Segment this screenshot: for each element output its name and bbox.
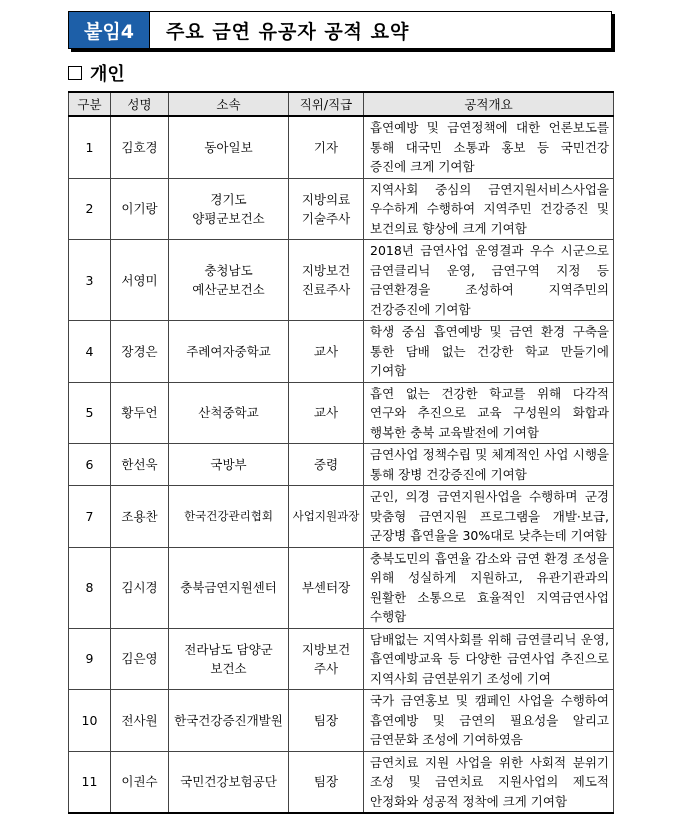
cell-affiliation: 충청남도 예산군보건소 bbox=[169, 240, 289, 321]
cell-achievement: 흡연 없는 건강한 학교를 위해 다각적 연구와 추진으로 교육 구성원의 화합과 행복한 충북 교육발전에 기여함 bbox=[364, 382, 614, 444]
cell-no: 3 bbox=[69, 240, 111, 321]
table-row bbox=[69, 690, 614, 752]
cell-name: 김은영 bbox=[111, 628, 169, 690]
cell-position: 팀장 bbox=[289, 690, 364, 752]
cell-name: 김시경 bbox=[111, 547, 169, 628]
cell-achievement: 군인, 의경 금연지원사업을 수행하며 군경 맞춤형 금연지원 프로그램을 개발·보급, 군장병 흡연율을 30%대로 낮추는데 기여함 bbox=[364, 486, 614, 548]
cell-affiliation: 주례여자중학교 bbox=[169, 321, 289, 383]
table-header-row bbox=[69, 92, 614, 116]
table-row bbox=[69, 486, 614, 548]
column-header-name: 성명 bbox=[111, 92, 169, 116]
table-row bbox=[69, 240, 614, 321]
cell-position: 사업지원과장 bbox=[289, 486, 364, 548]
table-row bbox=[69, 116, 614, 178]
cell-no: 8 bbox=[69, 547, 111, 628]
cell-achievement: 금연치료 지원 사업을 위한 사회적 분위기 조성 및 금연치료 지원사업의 제도적 안정화와 성공적 정착에 크게 기여함 bbox=[364, 751, 614, 813]
table-row bbox=[69, 444, 614, 486]
cell-position: 부센터장 bbox=[289, 547, 364, 628]
cell-affiliation: 국민건강보험공단 bbox=[169, 751, 289, 813]
cell-position: 지방보건 주사 bbox=[289, 628, 364, 690]
cell-affiliation: 한국건강관리협회 bbox=[169, 486, 289, 548]
cell-achievement: 흡연예방 및 금연정책에 대한 언론보도를 통해 대국민 소통과 홍보 등 국민건강 증진에 크게 기여함 bbox=[364, 116, 614, 178]
cell-name: 한선욱 bbox=[111, 444, 169, 486]
cell-affiliation: 경기도 양평군보건소 bbox=[169, 178, 289, 240]
cell-affiliation: 한국건강증진개발원 bbox=[169, 690, 289, 752]
cell-achievement: 2018년 금연사업 운영결과 우수 시군으로 금연클리닉 운영, 금연구역 지정 등 금연환경을 조성하여 지역주민의 건강증진에 기여함 bbox=[364, 240, 614, 321]
section-heading bbox=[68, 60, 125, 86]
cell-achievement: 국가 금연홍보 및 캠페인 사업을 수행하여 흡연예방 및 금연의 필요성을 알리고 금연문화 조성에 기여하였음 bbox=[364, 690, 614, 752]
cell-achievement: 담배없는 지역사회를 위해 금연클리닉 운영, 흡연예방교육 등 다양한 금연사업 추진으로 지역사회 금연분위기 조성에 기여 bbox=[364, 628, 614, 690]
cell-no: 4 bbox=[69, 321, 111, 383]
cell-position: 지방의료 기술주사 bbox=[289, 178, 364, 240]
table-row bbox=[69, 547, 614, 628]
table-row bbox=[69, 628, 614, 690]
section-title: 개인 bbox=[90, 64, 125, 85]
column-header-position: 직위/직급 bbox=[289, 92, 364, 116]
table-row bbox=[69, 382, 614, 444]
cell-name: 황두언 bbox=[111, 382, 169, 444]
cell-affiliation: 전라남도 담양군 보건소 bbox=[169, 628, 289, 690]
awardee-table bbox=[68, 91, 614, 814]
column-header-affiliation: 소속 bbox=[169, 92, 289, 116]
square-bullet-icon bbox=[68, 66, 82, 80]
cell-affiliation: 국방부 bbox=[169, 444, 289, 486]
cell-no: 2 bbox=[69, 178, 111, 240]
cell-achievement: 충북도민의 흡연율 감소와 금연 환경 조성을 위해 성실하게 지원하고, 유관기관과의 원활한 소통으로 효율적인 지역금연사업 수행함 bbox=[364, 547, 614, 628]
cell-no: 11 bbox=[69, 751, 111, 813]
cell-name: 김호경 bbox=[111, 116, 169, 178]
cell-no: 7 bbox=[69, 486, 111, 548]
cell-achievement: 학생 중심 흡연예방 및 금연 환경 구축을 통한 담배 없는 건강한 학교 만들기에 기여함 bbox=[364, 321, 614, 383]
cell-position: 기자 bbox=[289, 116, 364, 178]
column-header-achievement: 공적개요 bbox=[364, 92, 614, 116]
cell-name: 조용찬 bbox=[111, 486, 169, 548]
page-title: 주요 금연 유공자 공적 요약 bbox=[166, 20, 410, 43]
cell-no: 1 bbox=[69, 116, 111, 178]
appendix-badge: 붙임4 bbox=[68, 11, 150, 49]
column-header-no: 구분 bbox=[69, 92, 111, 116]
cell-no: 9 bbox=[69, 628, 111, 690]
table-row bbox=[69, 751, 614, 813]
cell-position: 중령 bbox=[289, 444, 364, 486]
cell-position: 교사 bbox=[289, 382, 364, 444]
cell-no: 6 bbox=[69, 444, 111, 486]
cell-position: 팀장 bbox=[289, 751, 364, 813]
cell-affiliation: 산척중학교 bbox=[169, 382, 289, 444]
cell-no: 5 bbox=[69, 382, 111, 444]
cell-affiliation: 충북금연지원센터 bbox=[169, 547, 289, 628]
cell-no: 10 bbox=[69, 690, 111, 752]
cell-affiliation: 동아일보 bbox=[169, 116, 289, 178]
cell-achievement: 지역사회 중심의 금연지원서비스사업을 우수하게 수행하여 지역주민 건강증진 및 보건의료 향상에 크게 기여함 bbox=[364, 178, 614, 240]
table-row bbox=[69, 178, 614, 240]
table-row bbox=[69, 321, 614, 383]
cell-name: 장경은 bbox=[111, 321, 169, 383]
cell-position: 지방보건 진료주사 bbox=[289, 240, 364, 321]
cell-name: 이권수 bbox=[111, 751, 169, 813]
cell-name: 전사원 bbox=[111, 690, 169, 752]
cell-name: 서영미 bbox=[111, 240, 169, 321]
cell-name: 이기랑 bbox=[111, 178, 169, 240]
cell-position: 교사 bbox=[289, 321, 364, 383]
cell-achievement: 금연사업 정책수립 및 체계적인 사업 시행을 통해 장병 건강증진에 기여함 bbox=[364, 444, 614, 486]
